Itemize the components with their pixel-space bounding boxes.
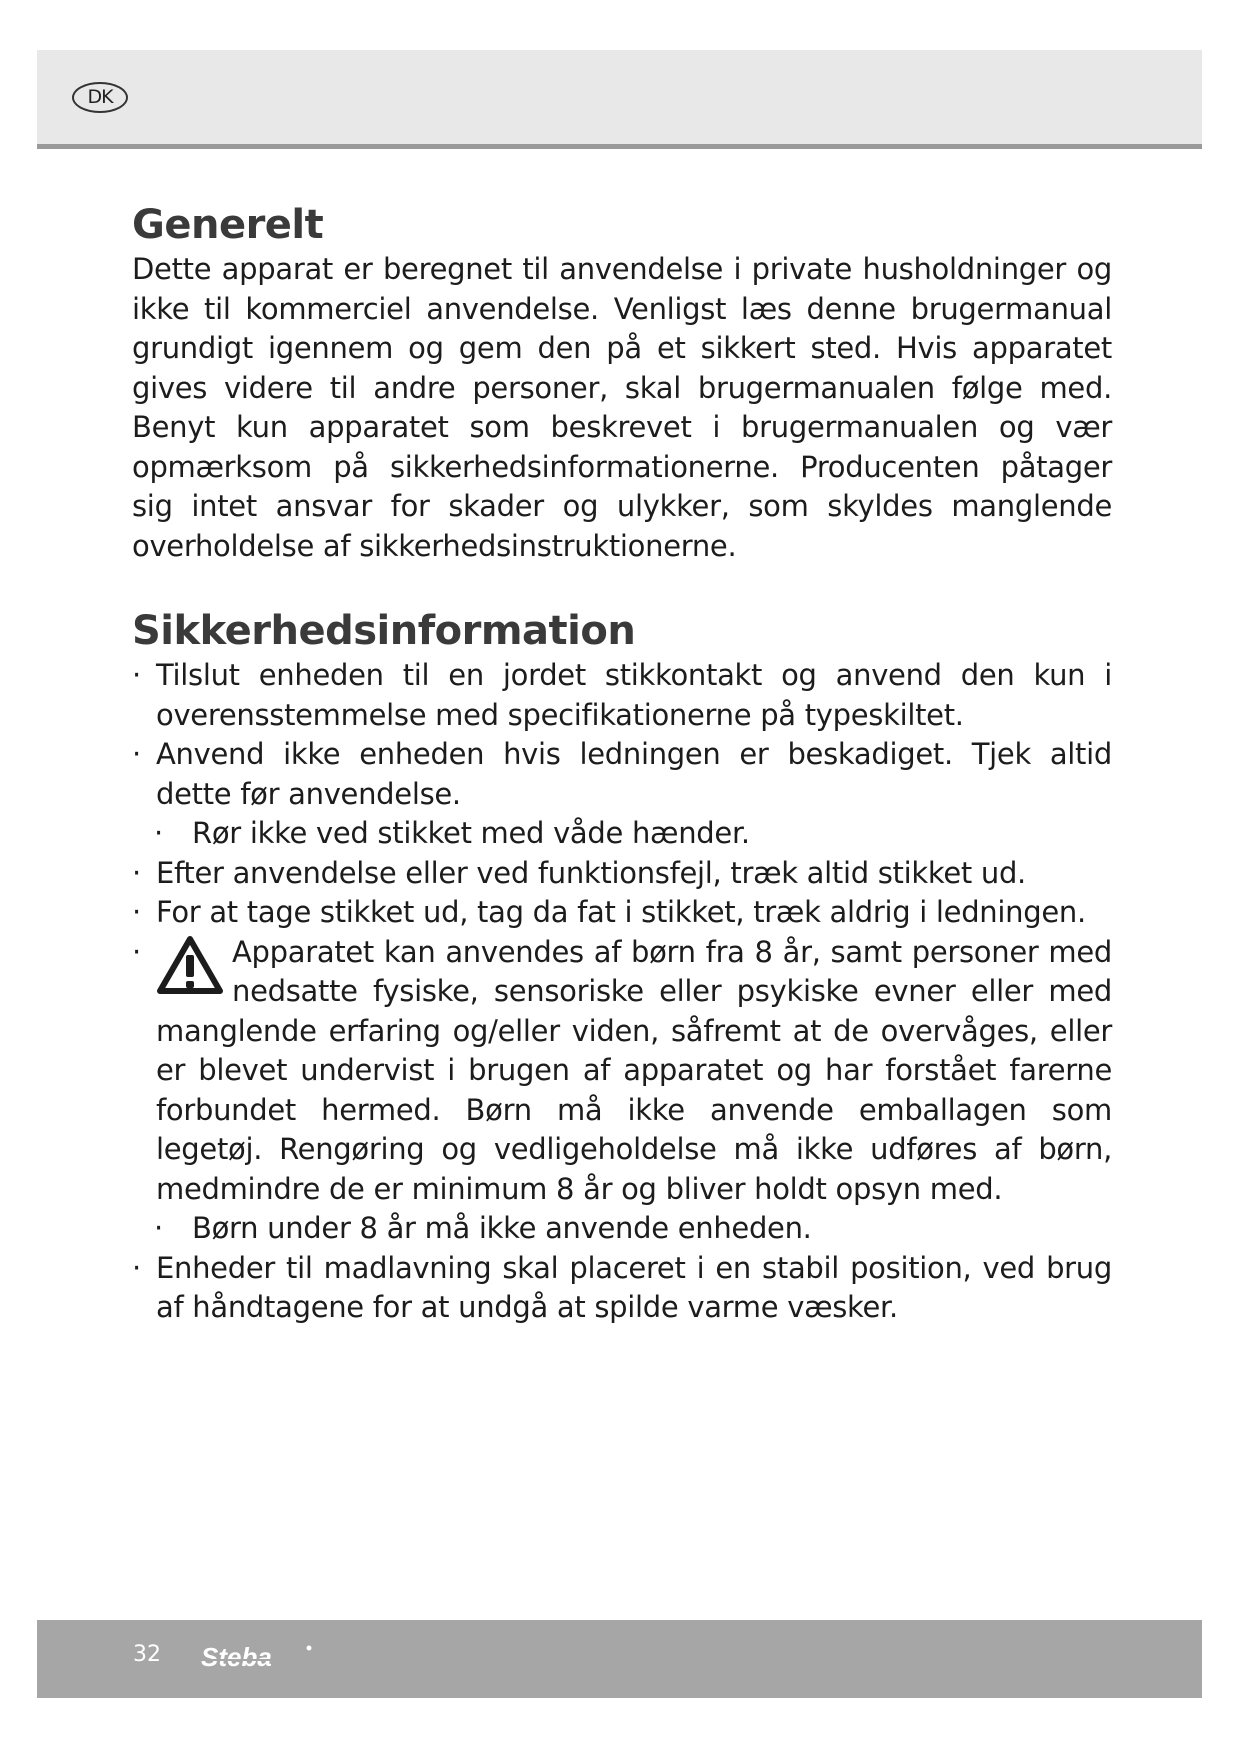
general-heading: Generelt (132, 202, 324, 248)
page-number: 32 (133, 1642, 161, 1667)
svg-text:Steba: Steba (201, 1642, 272, 1672)
section-general (132, 200, 1112, 566)
page-footer (37, 1620, 1202, 1698)
language-badge: DK (72, 82, 128, 113)
main-content (132, 200, 1112, 1328)
safety-item-children: · Apparatet kan anvendes af børn fra 8 år, samt personer med nedsatte fysiske, sensoriske eller psykiske evner eller med manglende erfaring og/eller viden, såfremt at de overvåges, eller er blevet undervist i brugen af apparatet og har forstået farerne forbundet hermed. Børn må ikke anvende emballagen som legetøj. Rengøring og vedligeholdelse må ikke udføres af børn, medmindre de er minimum 8 år og bliver holdt opsyn med. (132, 934, 1112, 1206)
warning-triangle-icon (156, 935, 224, 997)
safety-item: · Rør ikke ved stikket med våde hænder. (154, 816, 750, 850)
section-safety (132, 606, 1112, 1328)
safety-item: · Børn under 8 år må ikke anvende enheden. (154, 1211, 812, 1245)
safety-item: · Anvend ikke enheden hvis ledningen er beskadiget. Tjek altid dette før anvendelse. (132, 737, 1112, 811)
steba-logo (197, 1636, 327, 1680)
safety-item: · Enheder til madlavning skal placeret i en stabil position, ved brug af håndtagene for at undgå at spilde varme væsker. (132, 1250, 1112, 1324)
general-body: Dette apparat er beregnet til anvendelse i private husholdninger og ikke til kommerciel anvendelse. Venligst læs denne brugermanual grundigt igennem og gem den på et sikkert sted. Hvis apparatet gives videre til andre personer, skal brugermanualen følge med. Benyt kun apparatet som beskrevet i brugermanualen og vær opmærksom på sikkerhedsinformationerne. Producenten påtager sig intet ansvar for skader og ulykker, som skyldes manglende overholdelse af sikkerhedsinstruktionerne. (132, 252, 1112, 563)
safety-item: · Efter anvendelse eller ved funktionsfejl, træk altid stikket ud. (132, 855, 1026, 890)
safety-item: · Tilslut enheden til en jordet stikkontakt og anvend den kun i overensstemmelse med specifikationerne på typeskiltet. (132, 658, 1112, 732)
safety-list (132, 656, 1112, 1328)
safety-item: · For at tage stikket ud, tag da fat i stikket, træk aldrig i ledningen. (132, 895, 1086, 929)
page-header (37, 50, 1202, 149)
safety-heading: Sikkerhedsinformation (132, 608, 636, 654)
